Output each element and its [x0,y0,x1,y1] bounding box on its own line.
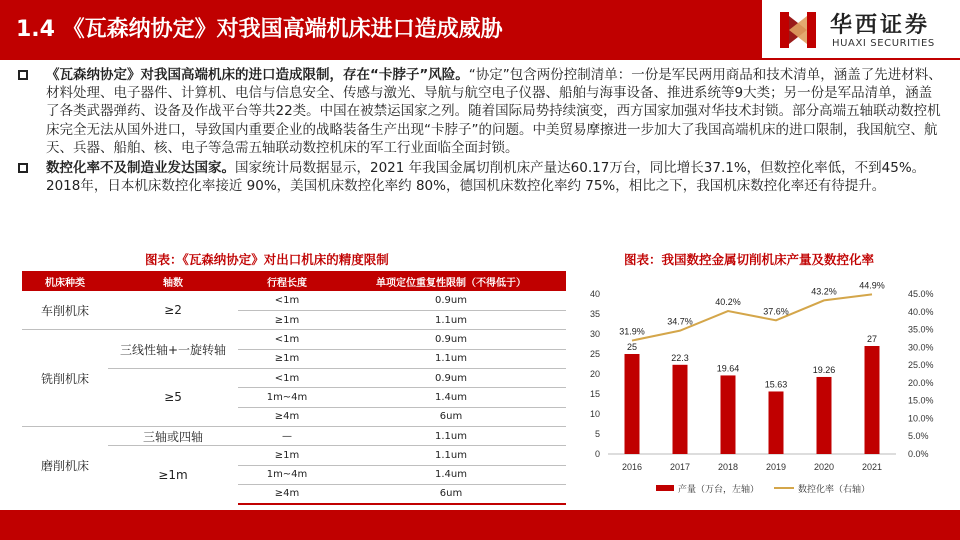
y-right-tick-label: 10.0% [908,413,934,424]
y-left-tick-label: 20 [589,369,600,379]
table-title: 图表：《瓦森纳协定》对出口机床的精度限制 [145,252,389,267]
table-row [22,426,566,445]
table-row [22,330,566,349]
bar-data-label: 22.3 [671,352,689,363]
limit-cell: 1.1um [336,310,566,329]
bullet-square-icon [18,70,28,80]
bar-data-label: 19.64 [716,363,740,374]
page-title: 1.4 《瓦森纳协定》对我国高端机床进口造成威胁 [16,17,503,42]
bar-data-label: 15.63 [764,379,788,390]
y-left-tick-label: 40 [589,289,600,299]
stroke-cell: ≥1m [238,310,336,329]
table-header-cell: 单项定位重复性限制（不得低于） [336,271,566,291]
stroke-cell: ≥1m [238,349,336,368]
x-tick-label: 2017 [669,462,691,472]
limit-cell: 6um [336,407,566,426]
line-data-label: 34.7% [667,316,693,327]
y-left-tick-label: 5 [594,429,600,439]
x-tick-label: 2019 [765,462,787,472]
line-data-label: 44.9% [859,282,885,291]
production-bar [865,346,880,454]
axis-cell: ≥2 [164,303,182,318]
y-left-tick-label: 25 [589,349,600,359]
production-bar [817,377,832,454]
line-data-label: 43.2% [811,286,837,297]
stroke-cell: — [238,426,336,445]
machine-type-cell: 磨削机床 [22,426,108,503]
footer-bar [0,510,960,540]
y-right-tick-label: 45.0% [908,289,934,299]
table-header-cell: 机床种类 [22,271,108,291]
precision-limit-table [22,271,566,505]
limit-cell: 0.9um [336,368,566,387]
bullet-item [12,66,942,157]
bar-data-label: 25 [626,342,638,352]
stroke-cell: ≥4m [238,407,336,426]
table-header-cell: 轴数 [108,271,238,291]
limit-cell: 1.1um [336,426,566,445]
line-data-label: 37.6% [763,306,789,317]
stroke-cell: <1m [274,294,300,306]
chart-title: 图表：我国数控金属切削机床产量及数控化率 [624,252,875,267]
x-tick-label: 2018 [717,462,739,472]
y-right-tick-label: 20.0% [908,377,934,388]
limit-cell: 1.4um [336,465,566,484]
stroke-cell: <1m [238,330,336,349]
machine-type-cell: 车削机床 [40,303,89,318]
limit-cell: 1.4um [336,388,566,407]
axis-cell: ≥1m [108,446,238,504]
y-left-tick-label: 15 [589,389,600,399]
cnc-production-chart [578,282,948,504]
bullet-text: 国家统计局数据显示，2021 年我国金属切削机床产量达60.17万台，同比增长37.1%，但数控化率低，不到45%。2018年，日本机床数控化率接近 90%，美国机床数控化率约 80%，德国机床数控化率约 75%，相比之下，我国机床数控化率还有待提升。 [46,160,926,195]
axis-cell: ≥5 [108,368,238,426]
stroke-cell: ≥4m [238,484,336,503]
bar-data-label: 27 [866,334,878,344]
line-data-label: 40.2% [715,297,741,308]
x-tick-label: 2016 [621,462,643,472]
y-right-tick-label: 15.0% [908,395,934,406]
y-right-tick-label: 30.0% [908,342,934,353]
bullet-text: “协定”包含两份控制清单：一份是军民两用商品和技术清单，涵盖了先进材料、材料处理、电子器件、计算机、电信与信息安全、传感与激光、导航与航空电子仪器、船舶与海事设备、推进系统等9大类；另一份是军品清单，涵盖了各类武器弹药、设备及作战平台等共22类。中国在被禁运国家之列。随着国际局势持续演变，西方国家加强对华技术封锁。部分高端五轴联动数控机床完全无法从国外进口，导致国内重要企业的战略装备生产出现“卡脖子”的问题。中美贸易摩擦进一步加大了我国高端机床的进口限制，我国航空、航天、兵器、船舶、核、电子等急需五轴联动数控机床的军工行业面临全面封锁。 [46,67,942,156]
bullet-item [12,159,942,195]
y-left-tick-label: 30 [589,329,600,339]
bullet-list [12,66,942,197]
table-row [22,291,566,310]
limit-cell: 6um [336,484,566,503]
limit-cell: 0.9um [336,330,566,349]
axis-cell: 三线性轴+一旋转轴 [108,330,238,369]
limit-cell: 1.1um [336,446,566,465]
legend-bar-swatch [656,485,674,491]
bullet-square-icon [18,163,28,173]
y-left-tick-label: 0 [594,449,600,459]
y-left-tick-label: 10 [589,409,600,419]
limit-cell: 1.1um [336,349,566,368]
huaxi-logo [778,8,953,54]
logo-cn-text: 华西证券 [830,12,931,38]
legend-bar-label: 产量（万台，左轴） [678,484,760,494]
machine-type-cell: 铣削机床 [22,330,108,427]
stroke-cell: 1m~4m [238,388,336,407]
title-bar [0,0,762,58]
y-right-tick-label: 5.0% [908,431,929,442]
huaxi-logo-icon [778,10,818,50]
header [0,0,960,60]
y-left-tick-label: 35 [589,309,600,319]
production-bar [769,391,784,454]
logo-en-text: HUAXI SECURITIES [832,38,935,49]
bullet-bold-text: 《瓦森纳协定》对我国高端机床的进口造成限制，存在“卡脖子”风险。 [46,67,469,83]
legend-line-label: 数控化率（右轴） [798,484,871,494]
header-divider [0,58,960,60]
limit-cell: 0.9um [435,294,467,306]
stroke-cell: 1m~4m [238,465,336,484]
line-data-label: 31.9% [619,326,645,337]
production-bar [625,354,640,454]
bullet-bold-text: 数控化率不及制造业发达国家。 [46,160,235,177]
table-header-cell: 行程长度 [238,271,336,291]
axis-cell: 三轴或四轴 [108,426,238,445]
x-tick-label: 2020 [813,462,835,472]
stroke-cell: <1m [238,368,336,387]
y-right-tick-label: 40.0% [908,306,934,317]
y-right-tick-label: 25.0% [908,360,934,371]
bar-data-label: 19.26 [812,364,836,375]
production-bar [673,365,688,454]
y-right-tick-label: 35.0% [908,324,934,335]
x-tick-label: 2021 [861,462,883,472]
table-header-row [22,271,566,291]
production-bar [721,375,736,454]
y-right-tick-label: 0.0% [908,449,929,459]
stroke-cell: ≥1m [238,446,336,465]
